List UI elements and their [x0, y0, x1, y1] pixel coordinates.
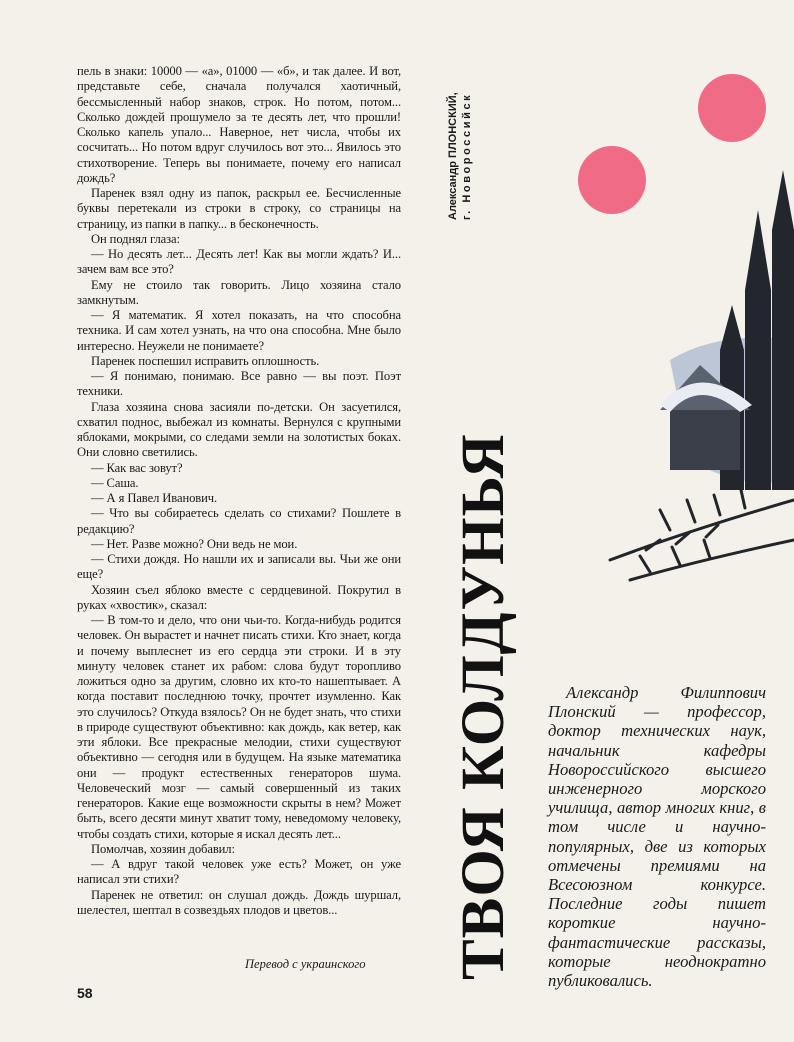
story-title-text: ТВОЯ КОЛДУНЬЯ — [450, 433, 517, 980]
story-paragraph: — В том-то и дело, что они чьи-то. Когда-нибудь родится человек. Он вырастет и начнет писать стихи. Кто знает, когда и почему выплеснет из его сердца эти строки. И в эту минуту человек станет их рабом: слова будут торопливо ложиться одно за другим, словно их кто-то нашептывает. А когда поставит последнюю точку, прочтет изумленно. Как это случилось? Откуда взялось? Он не будет знать, что стихи в природе существуют объективно: как дождь, как ветер, как эти яблоки. Все прекрасные мелодии, стихи существуют объективно — сегодня или в будущем. На языке математика они — продукт естественных генераторов шума. Человеческий мозг — самый совершенный из таких генераторов. Какие еще возможности скрыты в нем? Может быть, всего десяти минут хватит тому, неведомому человеку, чтобы создать стихи, которые я искал десять лет... — [77, 613, 401, 841]
story-paragraph: — А я Павел Иванович. — [91, 491, 218, 505]
story-paragraph: Паренек поспешил исправить оплошность. — [91, 353, 320, 368]
author-city: г. Новороссийск — [461, 92, 473, 220]
story-paragraph: пель в знаки: 10000 — «а», 01000 — «б», и так далее. И вот, представьте себе, сначала получался хаотичный, бессмысленный набор знаков, строк. Но потом, потом... Сколько дождей прошумело за те десять лет, что прошли! Сколько капель упало... Наверное, нет числа, чтобы их сосчитать... Но потом вдруг случилось вот это... Явилось это стихотворение. Теперь вы понимаете, почему его написал дождь? — [77, 64, 401, 185]
branches — [610, 490, 794, 580]
story-title — [444, 380, 524, 980]
story-paragraph: Паренек взял одну из папок, раскрыл ее. Бесчисленные буквы перетекали из строки в строку, со страницы на страницу, из папки в папку... в бесконечность. — [77, 186, 401, 231]
author-bio — [548, 683, 766, 990]
pink-sun-left — [578, 146, 646, 214]
story-paragraph: Ему не стоило так говорить. Лицо хозяина стало замкнутым. — [77, 277, 401, 307]
story-paragraph: Паренек не ответил: он слушал дождь. Дождь шуршал, шелестел, шептал в созвездьях плодов и цветов... — [77, 887, 401, 917]
story-paragraph: — Я понимаю, понимаю. Все равно — вы поэт. Поэт техники. — [77, 369, 401, 399]
story-paragraph: — Как вас зовут? — [91, 460, 183, 475]
story-paragraph: — Саша. — [91, 475, 139, 490]
story-illustration — [520, 60, 794, 620]
author-byline — [446, 60, 486, 220]
story-paragraph: — Нет. Разве можно? Они ведь не мои. — [91, 536, 298, 551]
story-paragraph: — Я математик. Я хотел показать, на что способна техника. И сам хотел узнать, на что она способна. Мне было интересно. Неужели не понимаете? — [77, 308, 401, 353]
story-paragraph: Помолчав, хозяин добавил: — [91, 841, 235, 856]
author-bio-text: Александр Филиппович Плонский — профессор, доктор технических наук, начальник кафедры Новороссийского высшего инженерного морского училища, автор многих книг, в том числе и научно-популярных, две из которых отмечены премиями на Всесоюзном конкурсе. Последние годы пишет короткие научно-фантастические рассказы, которые неоднократно публиковались. — [548, 683, 766, 991]
page-number: 58 — [77, 985, 93, 1001]
author-name: Александр ПЛОНСКИЙ, — [447, 92, 459, 220]
castle-towers — [660, 170, 794, 490]
pink-sun-right — [698, 74, 766, 142]
story-paragraph: Хозяин съел яблоко вместе с сердцевиной. Покрутил в руках «хвостик», сказал: — [77, 582, 401, 612]
story-paragraph: — Но десять лет... Десять лет! Как вы могли ждать? И... зачем вам все это? — [77, 247, 401, 277]
story-paragraph: Он поднял глаза: — [91, 231, 180, 246]
story-text-column — [77, 64, 401, 918]
story-paragraph: — Стихи дождя. Но нашли их и записали вы. Чьи же они еще? — [77, 552, 401, 582]
story-paragraph: Глаза хозяина снова засияли по-детски. Он засуетился, схватил поднос, выбежал из комнаты. Вернулся с крупными яблоками, мокрыми, со следами земли на золотистых боках. Они словно светились. — [77, 399, 401, 460]
story-paragraph: — Что вы собираетесь сделать со стихами? Пошлете в редакцию? — [77, 506, 401, 536]
story-paragraph: — А вдруг такой человек уже есть? Может, он уже написал эти стихи? — [77, 857, 401, 887]
translation-note: Перевод с украинского — [245, 957, 366, 971]
